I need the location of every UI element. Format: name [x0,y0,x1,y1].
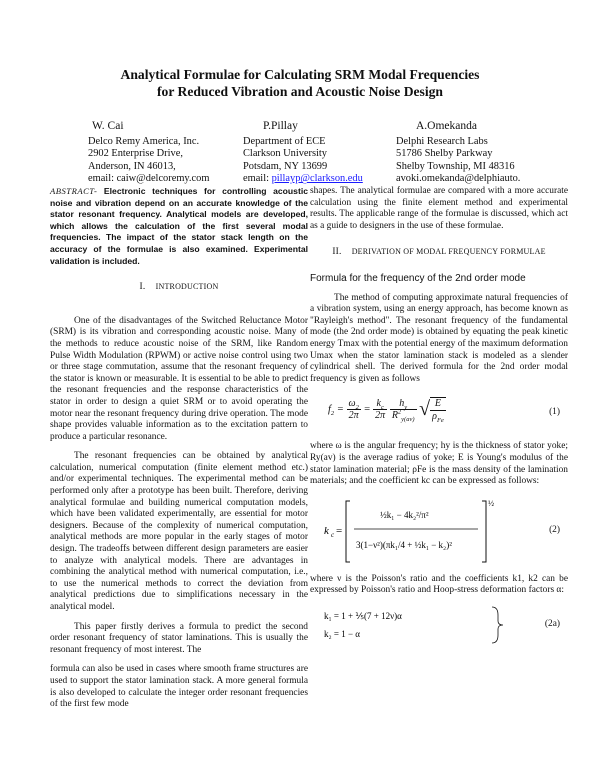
title-line-2: for Reduced Vibration and Acoustic Noise Design [157,84,443,99]
section-number: I. [139,282,146,293]
paper-title [0,66,600,100]
right-paragraph-0: shapes. The analytical formulae are compared with a more accurate calculation using the finite element method and experimental results. The applicable range of the formulae is discussed, which act as a guide to designers in the use of these formulae. [310,186,568,231]
equation-number: (2) [549,524,560,535]
right-column [310,186,568,653]
left-column [50,186,308,711]
abstract-text: Electronic techniques for controlling acoustic noise and vibration depend on an accurate knowledge of the stator resonant frequency. Analytical models are developed, which allows the calculation of the first several modal frequencies. The impact of the stator stack length on the accuracy of the formulae is also examined. Experimental validation is included. [50,186,308,266]
author-email: avoki.omekanda@delphiauto. [396,173,521,185]
author-block-1 [88,120,209,186]
svg-text:c: c [331,530,335,539]
author-name: P.Pillay [263,120,298,132]
equation-2a-graphic [320,605,510,645]
author-name: A.Omekanda [416,120,477,132]
title-line-1: Analytical Formulae for Calculating SRM Modal Frequencies [120,67,480,82]
equation-number: (2a) [544,619,560,630]
author-email: email: caiw@delcoremy.com [88,173,210,185]
author-line: Shelby Township, MI 48316 [396,160,515,172]
author-line: Potsdam, NY 13699 [243,160,328,172]
intro-paragraph-3: This paper firstly derives a formula to predict the second order resonant frequency of stator laminations. This is usually the resonant frequency of most interest. The [50,621,308,655]
section-heading-derivation [310,246,568,259]
author-line: Delco Remy America, Inc. [88,135,200,147]
svg-text:½: ½ [488,498,494,508]
intro-paragraph-4: formula can also be used in cases where smooth frame structures are used to support the stator lamination stack. A more general formula is also developed to calculate the integer order resonant frequencies of the first few mode [50,664,308,710]
svg-text:½k₁ − 4k₂²/π²: ½k₁ − 4k₂²/π² [380,509,429,520]
author-email [243,173,363,186]
author-line: Delphi Research Labs [396,135,488,147]
equation-number: (1) [549,407,560,418]
author-line: Anderson, IN 46013, [88,160,176,172]
section-heading-introduction [50,281,308,294]
author-block-2 [243,120,363,186]
svg-text:k₁ = 1 + ⅕(7 + 12ν)α: k₁ = 1 + ⅕(7 + 12ν)α [324,610,402,621]
section-title: DERIVATION OF MODAL FREQUENCY FORMULAE [351,247,546,257]
svg-text:k₂ = 1 − α: k₂ = 1 − α [324,628,361,639]
author-name: W. Cai [92,120,124,132]
svg-text:k: k [324,524,329,537]
section-number: II. [332,247,342,258]
svg-text:3(1−ν²)(πk₁/4 + ½k₁ − k₂)²: 3(1−ν²)(πk₁/4 + ½k₁ − k₂)² [356,539,452,550]
email-label: email: [243,173,272,185]
section-title: INTRODUCTION [155,282,219,292]
author-line: Clarkson University [243,148,327,160]
equation-1 [310,393,568,433]
author-line: 51786 Shelby Parkway [396,148,493,160]
intro-paragraph-1: One of the disadvantages of the Switched Reluctance Motor (SRM) is its vibration and corresponding acoustic noise. Many of the methods to reduce acoustic noise of the SRM, like Random Pulse Width Modulation (RPWM) or active noise control using two or three stage commutation, assume that the resonant frequency of the stator is known or measurable. It is essential to be able to predict the resonant frequencies and the response characteristics of the stator in order to design a quiet SRM or to avoid operating the motor near the resonant frequency during drive operation. The mode shape provides valuable information as to the excitation pattern to produce a particular resonance. [50,315,308,442]
abstract-label: ABSTRACT- [50,186,98,196]
author-line: Department of ECE [243,135,326,147]
equation-1-body: $f_2$ = $\frac{\omega_2}{2\pi}$ = $\frac{k_c}{2\pi}$ $\frac{h_y}{R^2_{y(av)}}$ √ $\frac{E}{\rho_{Fe}}$ [328,397,444,424]
right-paragraph-1: The method of computing approximate natural frequencies of a vibration system, using an energy approach, has become known as "Rayleigh's method". The resonant frequency of the fundamental mode (the 2nd order mode) is obtained by equating the peak kinetic energy Tmax with the potential energy of the maximum deformation Umax when the stator lamination stack is modeled as a slender cylindrical shell. The derived formula for the 2nd order modal frequency is given as follows [310,292,568,384]
subsection-heading: Formula for the frequency of the 2nd order mode [310,272,526,284]
abstract [50,186,308,267]
svg-text:=: = [336,524,343,537]
intro-paragraph-2: The resonant frequencies can be obtained by analytical calculation, numerical computation (finite element method etc.) and/or experimental techniques. The experimental method can be performed only after a prototype has been built. Therefore, deriving analytical formulae and building numerical computation models, which have been validated experimentally, are essential for motor designers. Because of the complexity of numerical computation, analytical methods are more popular in the early stages of motor design. The tradeoffs between different design parameters are easier to analyze with analytical models. There are advantages in combining the analytical method with numerical computation, i.e., to use the numerical methods to correct the deviation from analytical predictions due to simplifications necessary in the analytical model. [50,451,308,612]
author-line: 2902 Enterprise Drive, [88,148,183,160]
right-paragraph-3: where ν is the Poisson's ratio and the coefficients k1, k2 can be expressed by Poisson's ratio and Hoop-stress deformation factors α: [310,573,568,596]
author-block-3 [396,120,520,186]
equation-2 [310,496,568,566]
email-link[interactable]: pillayp@clarkson.edu [271,173,363,185]
equation-2-graphic [320,496,520,566]
equation-2a [310,605,568,645]
right-paragraph-2: where ω is the angular frequency; hy is the thickness of stator yoke; Ry(av) is the average radius of yoke; E is Young's modulus of the stator lamination material; ρFe is the mass density of the lamination materials; and the coefficient kc can be expressed as follows: [310,441,568,487]
